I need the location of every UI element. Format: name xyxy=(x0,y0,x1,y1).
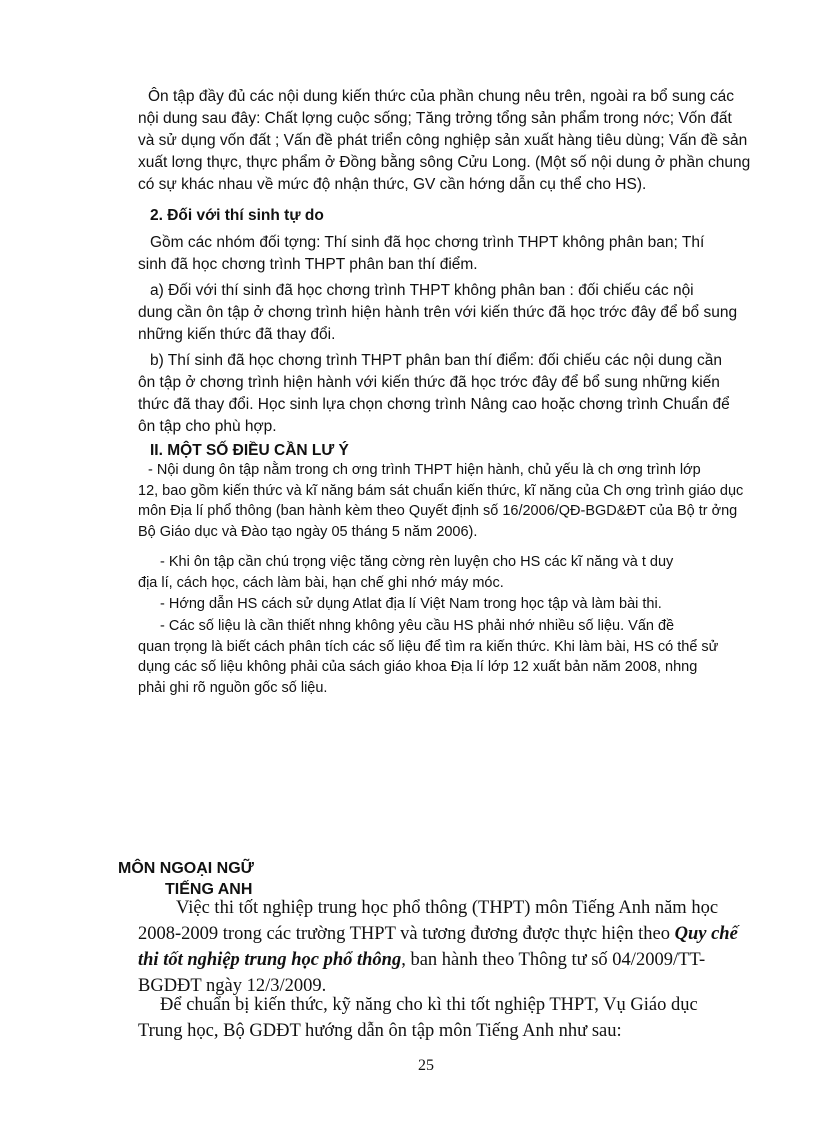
section-heading-free-candidates: 2. Đối với thí sinh tự do xyxy=(150,207,324,224)
text-line: Việc thi tốt nghiệp trung học phổ thông (THPT) môn Tiếng Anh năm học xyxy=(176,898,719,918)
item-a-paragraph xyxy=(138,280,748,346)
text-line: Bộ Giáo dục và Đào tạo ngày 05 tháng 5 năm 2006). xyxy=(138,523,478,540)
text-line: dung cần ôn tập ở chơng trình hiện hành trên với kiến thức đã học trớc đây để bổ sung xyxy=(138,304,738,321)
subject-heading: MÔN NGOẠI NGỮ xyxy=(118,860,254,877)
text-line: có sự khác nhau về mức độ nhận thức, GV cần hớng dẫn cụ thể cho HS). xyxy=(138,176,647,193)
text-line: ôn tập ở chơng trình hiện hành với kiến thức đã học trớc đây để bổ sung những kiến xyxy=(138,374,720,391)
review-paragraph xyxy=(138,86,751,196)
text-line: b) Thí sinh đã học chơng trình THPT phân ban thí điểm: đối chiếu các nội dung cần xyxy=(150,352,722,369)
note-4-paragraph xyxy=(138,616,748,698)
text-line: - Khi ôn tập cần chú trọng việc tăng cờng rèn luyện cho HS các kĩ năng và t duy xyxy=(160,554,674,570)
text-line: thức đã thay đổi. Học sinh lựa chọn chơng trình Nâng cao hoặc chơng trình Chuẩn để xyxy=(138,396,730,413)
page-number: 25 xyxy=(418,1057,434,1074)
text-line: Ôn tập đầy đủ các nội dung kiến thức của phần chung nêu trên, ngoài ra bổ sung các xyxy=(148,88,735,105)
note-2-paragraph xyxy=(138,552,748,593)
text-line xyxy=(138,947,742,973)
text-line: nội dung sau đây: Chất lợng cuộc sống; Tăng trởng tổng sản phẩm trong nớc; Vốn đất xyxy=(138,110,732,127)
section-heading-notes: II. MỘT SỐ ĐIỀU CẦN LƯ Ý xyxy=(150,442,349,459)
text-line: phải ghi rõ nguồn gốc số liệu. xyxy=(138,679,328,696)
text-line: a) Đối với thí sinh đã học chơng trình THPT không phân ban : đối chiếu các nội xyxy=(150,282,694,299)
text-line: Để chuẩn bị kiến thức, kỹ năng cho kì thi tốt nghiệp THPT, Vụ Giáo dục xyxy=(160,995,698,1015)
note-3-paragraph: - Hớng dẫn HS cách sử dụng Atlat địa lí Việt Nam trong học tập và làm bài thi. xyxy=(160,596,662,612)
text-line: BGDĐT ngày 12/3/2009. xyxy=(138,976,327,996)
text-line: Gồm các nhóm đối tợng: Thí sinh đã học chơng trình THPT không phân ban; Thí xyxy=(150,234,705,251)
guidance-paragraph xyxy=(138,992,742,1044)
language-heading: TIẾNG ANH xyxy=(165,881,253,898)
intro-paragraph xyxy=(138,895,742,999)
regulation-title-part2: thi tốt nghiệp trung học phổ thông xyxy=(138,950,402,970)
text-line: 12, bao gồm kiến thức và kĩ năng bám sát chuẩn kiến thức, kĩ năng của Ch ơng trình giáo dục xyxy=(138,482,744,499)
groups-paragraph xyxy=(138,232,748,276)
text-line: xuất lơng thực, thực phẩm ở Đồng bằng sông Cửu Long. (Một số nội dung ở phần chung xyxy=(138,154,751,171)
text-span: , ban hành theo Thông tư số 04/2009/TT- xyxy=(401,950,706,970)
text-span: 2008-2009 trong các trường THPT và tương đương được thực hiện theo xyxy=(138,924,670,944)
note-1-paragraph xyxy=(138,460,748,542)
text-line: môn Địa lí phổ thông (ban hành kèm theo Quyết định số 16/2006/QĐ-BGD&ĐT của Bộ tr ởng xyxy=(138,503,738,519)
text-line: những kiến thức đã thay đổi. xyxy=(138,326,336,343)
text-line: - Nội dung ôn tập nằm trong ch ơng trình THPT hiện hành, chủ yếu là ch ơng trình lớp xyxy=(148,462,701,478)
text-line: địa lí, cách học, cách làm bài, hạn chế ghi nhớ máy móc. xyxy=(138,574,504,591)
text-line: quan trọng là biết cách phân tích các số liệu để tìm ra kiến thức. Khi làm bài, HS có thể sử xyxy=(138,638,719,655)
text-line: ôn tập cho phù hợp. xyxy=(138,418,277,435)
item-b-paragraph xyxy=(138,350,748,438)
regulation-title-part1: Quy chế xyxy=(674,924,738,944)
text-line: Trung học, Bộ GDĐT hướng dẫn ôn tập môn Tiếng Anh như sau: xyxy=(138,1021,622,1041)
text-line: - Các số liệu là cần thiết nhng không yêu cầu HS phải nhớ nhiều số liệu. Vấn đề xyxy=(160,618,675,634)
text-line: sinh đã học chơng trình THPT phân ban thí điểm. xyxy=(138,256,478,273)
text-line: và sử dụng vốn đất ; Vấn đề phát triển công nghiệp sản xuất hàng tiêu dùng; Vấn đề sản xyxy=(138,132,748,149)
text-line: dụng các số liệu không phải của sách giáo khoa Địa lí lớp 12 xuất bản năm 2008, nhng xyxy=(138,659,698,675)
text-line xyxy=(138,921,742,947)
